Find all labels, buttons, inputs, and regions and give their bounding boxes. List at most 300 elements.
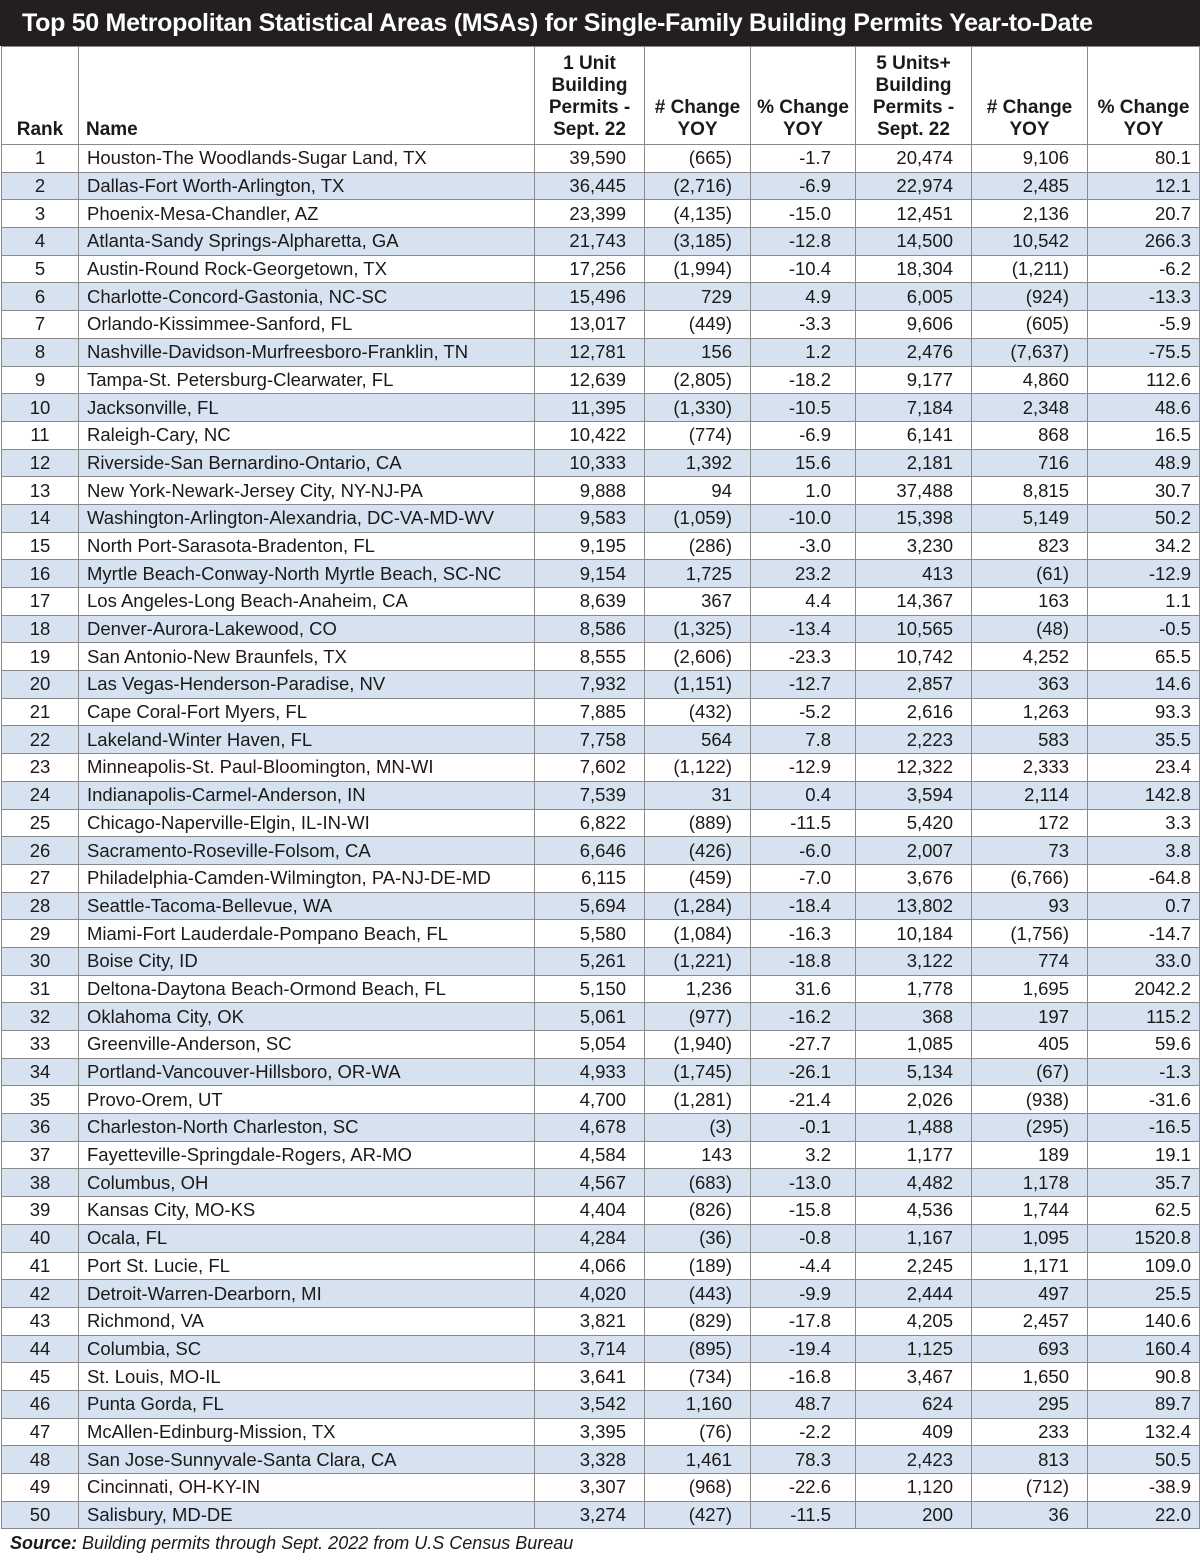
name-cell: Columbus, OH	[79, 1169, 535, 1197]
u1-change-cell: (286)	[645, 532, 751, 560]
name-cell: Chicago-Naperville-Elgin, IL-IN-WI	[79, 809, 535, 837]
u5-permits-cell: 3,594	[856, 781, 972, 809]
u1-change-cell: (3)	[645, 1114, 751, 1142]
u5-pct-cell: 48.9	[1088, 449, 1200, 477]
u5-change-cell: (938)	[972, 1086, 1088, 1114]
u1-permits-cell: 3,307	[535, 1474, 645, 1502]
rank-cell: 40	[2, 1224, 79, 1252]
u5-change-cell: (924)	[972, 283, 1088, 311]
u5-pct-cell: 25.5	[1088, 1280, 1200, 1308]
u5-pct-cell: 90.8	[1088, 1363, 1200, 1391]
u1-permits-cell: 12,781	[535, 338, 645, 366]
u1-pct-cell: 23.2	[751, 560, 856, 588]
rank-cell: 25	[2, 809, 79, 837]
name-cell: Seattle-Tacoma-Bellevue, WA	[79, 892, 535, 920]
u1-permits-cell: 4,678	[535, 1114, 645, 1142]
u5-permits-cell: 368	[856, 1003, 972, 1031]
table-row	[2, 311, 1200, 339]
rank-cell: 13	[2, 477, 79, 505]
table-row	[2, 1003, 1200, 1031]
u1-change-cell: (1,151)	[645, 671, 751, 699]
rank-cell: 1	[2, 145, 79, 173]
u5-change-cell: 9,106	[972, 145, 1088, 173]
u1-permits-cell: 8,639	[535, 588, 645, 616]
u1-change-cell: (449)	[645, 311, 751, 339]
u1-change-cell: (1,284)	[645, 892, 751, 920]
name-cell: San Jose-Sunnyvale-Santa Clara, CA	[79, 1446, 535, 1474]
u1-pct-cell: -11.5	[751, 1501, 856, 1529]
u1-permits-cell: 4,584	[535, 1141, 645, 1169]
u5-change-cell: 4,860	[972, 366, 1088, 394]
u1-pct-cell: -0.8	[751, 1224, 856, 1252]
u1-change-cell: 156	[645, 338, 751, 366]
table-row	[2, 421, 1200, 449]
table-row	[2, 1141, 1200, 1169]
u5-pct-cell: 1520.8	[1088, 1224, 1200, 1252]
u1-change-cell: 1,461	[645, 1446, 751, 1474]
u1-permits-cell: 4,020	[535, 1280, 645, 1308]
table-row	[2, 698, 1200, 726]
table-row	[2, 1252, 1200, 1280]
table-row	[2, 1335, 1200, 1363]
u1-permits-cell: 5,061	[535, 1003, 645, 1031]
u5-change-cell: (7,637)	[972, 338, 1088, 366]
u5-change-cell: 5,149	[972, 504, 1088, 532]
u5-pct-cell: 0.7	[1088, 892, 1200, 920]
table-body	[2, 145, 1200, 1529]
u5-permits-cell: 413	[856, 560, 972, 588]
u1-permits-cell: 13,017	[535, 311, 645, 339]
rank-cell: 36	[2, 1114, 79, 1142]
u1-pct-cell: -18.8	[751, 947, 856, 975]
u5-change-cell: (48)	[972, 615, 1088, 643]
u1-pct-cell: -12.7	[751, 671, 856, 699]
header-1unit-permits: 1 Unit Building Permits - Sept. 22	[535, 47, 645, 145]
name-cell: Ocala, FL	[79, 1224, 535, 1252]
rank-cell: 38	[2, 1169, 79, 1197]
u1-permits-cell: 7,758	[535, 726, 645, 754]
u1-pct-cell: -3.0	[751, 532, 856, 560]
u5-change-cell: (605)	[972, 311, 1088, 339]
rank-cell: 44	[2, 1335, 79, 1363]
u5-change-cell: (67)	[972, 1058, 1088, 1086]
u5-change-cell: (712)	[972, 1474, 1088, 1502]
u5-change-cell: 10,542	[972, 228, 1088, 256]
rank-cell: 26	[2, 837, 79, 865]
name-cell: Charlotte-Concord-Gastonia, NC-SC	[79, 283, 535, 311]
u5-permits-cell: 20,474	[856, 145, 972, 173]
u5-permits-cell: 624	[856, 1390, 972, 1418]
table-row	[2, 283, 1200, 311]
u1-change-cell: 143	[645, 1141, 751, 1169]
u1-change-cell: 1,160	[645, 1390, 751, 1418]
u1-change-cell: 1,392	[645, 449, 751, 477]
name-cell: Columbia, SC	[79, 1335, 535, 1363]
u5-permits-cell: 7,184	[856, 394, 972, 422]
u5-change-cell: (295)	[972, 1114, 1088, 1142]
u5-permits-cell: 2,181	[856, 449, 972, 477]
u1-change-cell: (189)	[645, 1252, 751, 1280]
table-row	[2, 809, 1200, 837]
u1-change-cell: (36)	[645, 1224, 751, 1252]
rank-cell: 24	[2, 781, 79, 809]
u1-permits-cell: 9,583	[535, 504, 645, 532]
rank-cell: 3	[2, 200, 79, 228]
u5-permits-cell: 9,177	[856, 366, 972, 394]
u5-pct-cell: 112.6	[1088, 366, 1200, 394]
u1-permits-cell: 39,590	[535, 145, 645, 173]
u5-change-cell: 93	[972, 892, 1088, 920]
u5-pct-cell: 89.7	[1088, 1390, 1200, 1418]
u1-permits-cell: 5,694	[535, 892, 645, 920]
u5-pct-cell: 50.2	[1088, 504, 1200, 532]
table-row	[2, 1086, 1200, 1114]
u1-permits-cell: 11,395	[535, 394, 645, 422]
u1-change-cell: (1,084)	[645, 920, 751, 948]
table-row	[2, 1169, 1200, 1197]
u1-pct-cell: -16.2	[751, 1003, 856, 1031]
u1-permits-cell: 5,580	[535, 920, 645, 948]
u1-pct-cell: -21.4	[751, 1086, 856, 1114]
u1-pct-cell: -1.7	[751, 145, 856, 173]
u1-permits-cell: 9,195	[535, 532, 645, 560]
table-row	[2, 145, 1200, 173]
u5-pct-cell: 65.5	[1088, 643, 1200, 671]
u5-permits-cell: 2,423	[856, 1446, 972, 1474]
rank-cell: 34	[2, 1058, 79, 1086]
u5-pct-cell: 3.8	[1088, 837, 1200, 865]
table-row	[2, 837, 1200, 865]
header-5unit-pct-change: % Change YOY	[1088, 47, 1200, 145]
u5-pct-cell: 16.5	[1088, 421, 1200, 449]
u1-permits-cell: 5,261	[535, 947, 645, 975]
rank-cell: 42	[2, 1280, 79, 1308]
u1-permits-cell: 3,274	[535, 1501, 645, 1529]
u1-pct-cell: -6.0	[751, 837, 856, 865]
name-cell: Riverside-San Bernardino-Ontario, CA	[79, 449, 535, 477]
u1-change-cell: (2,805)	[645, 366, 751, 394]
u1-pct-cell: 0.4	[751, 781, 856, 809]
u1-permits-cell: 3,821	[535, 1307, 645, 1335]
name-cell: Boise City, ID	[79, 947, 535, 975]
u1-pct-cell: -13.0	[751, 1169, 856, 1197]
rank-cell: 10	[2, 394, 79, 422]
rank-cell: 15	[2, 532, 79, 560]
u5-pct-cell: -14.7	[1088, 920, 1200, 948]
u1-pct-cell: -26.1	[751, 1058, 856, 1086]
u5-change-cell: 1,695	[972, 975, 1088, 1003]
u1-permits-cell: 15,496	[535, 283, 645, 311]
u1-change-cell: (1,994)	[645, 255, 751, 283]
table-row	[2, 1114, 1200, 1142]
u5-permits-cell: 1,778	[856, 975, 972, 1003]
table-row	[2, 172, 1200, 200]
u1-change-cell: (1,122)	[645, 754, 751, 782]
table-row	[2, 975, 1200, 1003]
rank-cell: 50	[2, 1501, 79, 1529]
rank-cell: 37	[2, 1141, 79, 1169]
u5-change-cell: 1,650	[972, 1363, 1088, 1391]
u1-change-cell: (683)	[645, 1169, 751, 1197]
u5-change-cell: (1,756)	[972, 920, 1088, 948]
u5-pct-cell: 59.6	[1088, 1031, 1200, 1059]
u5-pct-cell: 30.7	[1088, 477, 1200, 505]
u5-pct-cell: -16.5	[1088, 1114, 1200, 1142]
header-5unit-permits: 5 Units+ Building Permits - Sept. 22	[856, 47, 972, 145]
name-cell: Cincinnati, OH-KY-IN	[79, 1474, 535, 1502]
u1-change-cell: (968)	[645, 1474, 751, 1502]
u5-permits-cell: 2,444	[856, 1280, 972, 1308]
u1-permits-cell: 36,445	[535, 172, 645, 200]
u1-permits-cell: 5,054	[535, 1031, 645, 1059]
u1-change-cell: (1,330)	[645, 394, 751, 422]
u1-permits-cell: 4,933	[535, 1058, 645, 1086]
u5-permits-cell: 409	[856, 1418, 972, 1446]
u5-pct-cell: -31.6	[1088, 1086, 1200, 1114]
rank-cell: 7	[2, 311, 79, 339]
u5-change-cell: 163	[972, 588, 1088, 616]
u1-change-cell: 564	[645, 726, 751, 754]
u1-change-cell: (774)	[645, 421, 751, 449]
name-cell: Houston-The Woodlands-Sugar Land, TX	[79, 145, 535, 173]
u1-change-cell: (1,221)	[645, 947, 751, 975]
rank-cell: 35	[2, 1086, 79, 1114]
u5-change-cell: 189	[972, 1141, 1088, 1169]
u1-pct-cell: -12.8	[751, 228, 856, 256]
name-cell: Orlando-Kissimmee-Sanford, FL	[79, 311, 535, 339]
u5-change-cell: 2,136	[972, 200, 1088, 228]
table-row	[2, 947, 1200, 975]
u5-pct-cell: 23.4	[1088, 754, 1200, 782]
u1-permits-cell: 3,714	[535, 1335, 645, 1363]
u5-permits-cell: 12,322	[856, 754, 972, 782]
u5-permits-cell: 10,742	[856, 643, 972, 671]
u1-change-cell: (2,606)	[645, 643, 751, 671]
table-row	[2, 1058, 1200, 1086]
u5-permits-cell: 2,857	[856, 671, 972, 699]
u1-pct-cell: 7.8	[751, 726, 856, 754]
u5-change-cell: 4,252	[972, 643, 1088, 671]
rank-cell: 30	[2, 947, 79, 975]
u5-permits-cell: 37,488	[856, 477, 972, 505]
rank-cell: 2	[2, 172, 79, 200]
u1-pct-cell: -5.2	[751, 698, 856, 726]
name-cell: Indianapolis-Carmel-Anderson, IN	[79, 781, 535, 809]
name-cell: Jacksonville, FL	[79, 394, 535, 422]
u5-pct-cell: -38.9	[1088, 1474, 1200, 1502]
u5-permits-cell: 4,205	[856, 1307, 972, 1335]
u5-permits-cell: 5,134	[856, 1058, 972, 1086]
u1-change-cell: (427)	[645, 1501, 751, 1529]
u1-permits-cell: 3,542	[535, 1390, 645, 1418]
u5-permits-cell: 13,802	[856, 892, 972, 920]
u1-pct-cell: -10.4	[751, 255, 856, 283]
u5-pct-cell: 3.3	[1088, 809, 1200, 837]
rank-cell: 49	[2, 1474, 79, 1502]
u1-permits-cell: 7,932	[535, 671, 645, 699]
u5-change-cell: 2,114	[972, 781, 1088, 809]
u5-change-cell: 774	[972, 947, 1088, 975]
u5-pct-cell: 142.8	[1088, 781, 1200, 809]
name-cell: Lakeland-Winter Haven, FL	[79, 726, 535, 754]
u5-permits-cell: 18,304	[856, 255, 972, 283]
rank-cell: 41	[2, 1252, 79, 1280]
header-5unit-change: # Change YOY	[972, 47, 1088, 145]
rank-cell: 28	[2, 892, 79, 920]
u1-permits-cell: 7,885	[535, 698, 645, 726]
table-row	[2, 754, 1200, 782]
source-label: Source:	[10, 1533, 78, 1554]
name-cell: Washington-Arlington-Alexandria, DC-VA-MD-WV	[79, 504, 535, 532]
u1-permits-cell: 5,150	[535, 975, 645, 1003]
u5-permits-cell: 3,676	[856, 864, 972, 892]
u1-pct-cell: 4.9	[751, 283, 856, 311]
rank-cell: 47	[2, 1418, 79, 1446]
source-text: Building permits through Sept. 2022 from U.S Census Bureau	[82, 1533, 574, 1554]
u1-pct-cell: -18.2	[751, 366, 856, 394]
table-row	[2, 781, 1200, 809]
u5-pct-cell: 35.7	[1088, 1169, 1200, 1197]
u1-permits-cell: 4,404	[535, 1197, 645, 1225]
table-row	[2, 532, 1200, 560]
rank-cell: 29	[2, 920, 79, 948]
rank-cell: 11	[2, 421, 79, 449]
source-note	[0, 1529, 1200, 1554]
u5-permits-cell: 2,476	[856, 338, 972, 366]
u5-change-cell: 1,178	[972, 1169, 1088, 1197]
table-row	[2, 200, 1200, 228]
u5-permits-cell: 2,245	[856, 1252, 972, 1280]
u1-change-cell: (443)	[645, 1280, 751, 1308]
u1-change-cell: 31	[645, 781, 751, 809]
table-row	[2, 864, 1200, 892]
rank-cell: 22	[2, 726, 79, 754]
u5-pct-cell: 109.0	[1088, 1252, 1200, 1280]
name-cell: Phoenix-Mesa-Chandler, AZ	[79, 200, 535, 228]
u1-change-cell: 1,236	[645, 975, 751, 1003]
header-1unit-change: # Change YOY	[645, 47, 751, 145]
u1-change-cell: (665)	[645, 145, 751, 173]
u5-permits-cell: 200	[856, 1501, 972, 1529]
rank-cell: 32	[2, 1003, 79, 1031]
table-row	[2, 255, 1200, 283]
u1-pct-cell: -16.3	[751, 920, 856, 948]
rank-cell: 23	[2, 754, 79, 782]
u1-change-cell: (432)	[645, 698, 751, 726]
u5-permits-cell: 1,120	[856, 1474, 972, 1502]
u1-permits-cell: 7,539	[535, 781, 645, 809]
u1-pct-cell: -16.8	[751, 1363, 856, 1391]
name-cell: McAllen-Edinburg-Mission, TX	[79, 1418, 535, 1446]
u5-change-cell: 693	[972, 1335, 1088, 1363]
u5-permits-cell: 2,223	[856, 726, 972, 754]
rank-cell: 31	[2, 975, 79, 1003]
name-cell: Tampa-St. Petersburg-Clearwater, FL	[79, 366, 535, 394]
u1-change-cell: 1,725	[645, 560, 751, 588]
rank-cell: 20	[2, 671, 79, 699]
u5-change-cell: (1,211)	[972, 255, 1088, 283]
u1-pct-cell: -3.3	[751, 311, 856, 339]
u5-permits-cell: 3,467	[856, 1363, 972, 1391]
u5-permits-cell: 9,606	[856, 311, 972, 339]
name-cell: Portland-Vancouver-Hillsboro, OR-WA	[79, 1058, 535, 1086]
u1-pct-cell: -10.5	[751, 394, 856, 422]
u5-change-cell: 73	[972, 837, 1088, 865]
u1-permits-cell: 21,743	[535, 228, 645, 256]
u1-pct-cell: -12.9	[751, 754, 856, 782]
u5-pct-cell: -5.9	[1088, 311, 1200, 339]
u5-permits-cell: 6,005	[856, 283, 972, 311]
name-cell: Myrtle Beach-Conway-North Myrtle Beach, SC-NC	[79, 560, 535, 588]
u5-pct-cell: 93.3	[1088, 698, 1200, 726]
u5-change-cell: 2,333	[972, 754, 1088, 782]
u1-change-cell: (1,325)	[645, 615, 751, 643]
u5-permits-cell: 14,367	[856, 588, 972, 616]
table-row	[2, 671, 1200, 699]
rank-cell: 21	[2, 698, 79, 726]
rank-cell: 8	[2, 338, 79, 366]
header-name: Name	[79, 47, 535, 145]
u5-permits-cell: 22,974	[856, 172, 972, 200]
u5-change-cell: (6,766)	[972, 864, 1088, 892]
u5-change-cell: 1,263	[972, 698, 1088, 726]
u5-pct-cell: 33.0	[1088, 947, 1200, 975]
u5-permits-cell: 6,141	[856, 421, 972, 449]
rank-cell: 6	[2, 283, 79, 311]
u5-change-cell: (61)	[972, 560, 1088, 588]
table-title: Top 50 Metropolitan Statistical Areas (MSAs) for Single-Family Building Permits Year-to-Date	[0, 0, 1200, 46]
u1-pct-cell: -2.2	[751, 1418, 856, 1446]
name-cell: Punta Gorda, FL	[79, 1390, 535, 1418]
name-cell: North Port-Sarasota-Bradenton, FL	[79, 532, 535, 560]
name-cell: Oklahoma City, OK	[79, 1003, 535, 1031]
name-cell: Minneapolis-St. Paul-Bloomington, MN-WI	[79, 754, 535, 782]
u1-pct-cell: -22.6	[751, 1474, 856, 1502]
name-cell: Denver-Aurora-Lakewood, CO	[79, 615, 535, 643]
table-row	[2, 1501, 1200, 1529]
u5-change-cell: 2,457	[972, 1307, 1088, 1335]
u5-pct-cell: 266.3	[1088, 228, 1200, 256]
u5-permits-cell: 1,167	[856, 1224, 972, 1252]
u5-pct-cell: 48.6	[1088, 394, 1200, 422]
table-row	[2, 366, 1200, 394]
u5-permits-cell: 14,500	[856, 228, 972, 256]
name-cell: Miami-Fort Lauderdale-Pompano Beach, FL	[79, 920, 535, 948]
table-row	[2, 615, 1200, 643]
u5-change-cell: 2,485	[972, 172, 1088, 200]
u1-pct-cell: 78.3	[751, 1446, 856, 1474]
name-cell: Richmond, VA	[79, 1307, 535, 1335]
u1-permits-cell: 7,602	[535, 754, 645, 782]
u5-change-cell: 583	[972, 726, 1088, 754]
table-row	[2, 1031, 1200, 1059]
u5-permits-cell: 1,177	[856, 1141, 972, 1169]
u1-change-cell: (1,745)	[645, 1058, 751, 1086]
u5-change-cell: 295	[972, 1390, 1088, 1418]
u1-change-cell: (459)	[645, 864, 751, 892]
table-row	[2, 228, 1200, 256]
name-cell: Port St. Lucie, FL	[79, 1252, 535, 1280]
table-row	[2, 394, 1200, 422]
u1-change-cell: (426)	[645, 837, 751, 865]
name-cell: St. Louis, MO-IL	[79, 1363, 535, 1391]
table-row	[2, 892, 1200, 920]
u1-pct-cell: -17.8	[751, 1307, 856, 1335]
u1-pct-cell: -23.3	[751, 643, 856, 671]
u1-permits-cell: 17,256	[535, 255, 645, 283]
u1-change-cell: 94	[645, 477, 751, 505]
u5-pct-cell: 14.6	[1088, 671, 1200, 699]
